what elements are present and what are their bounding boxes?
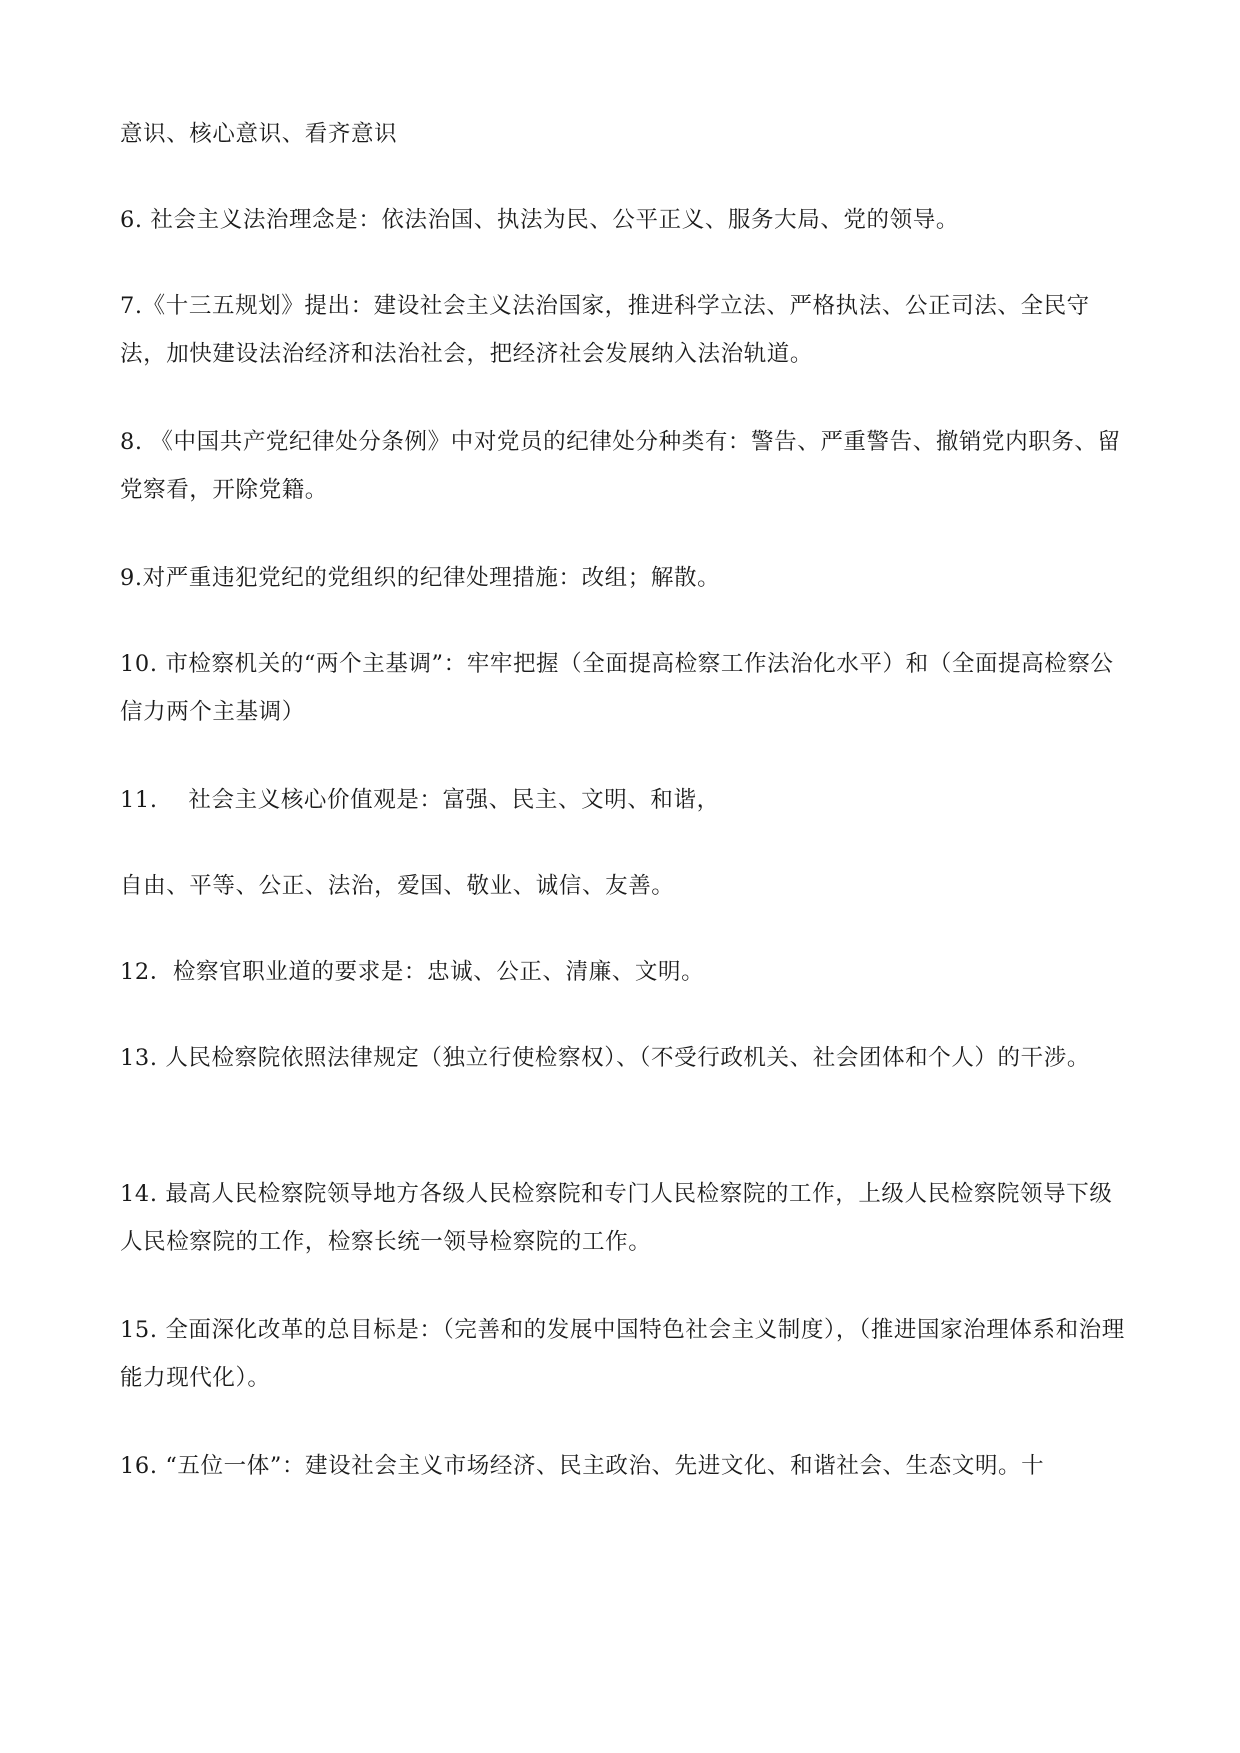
paragraph-item-8: 8. 《中国共产党纪律处分条例》中对党员的纪律处分种类有：警告、严重警告、撤销党内职务、留党察看，开除党籍。 — [120, 429, 1121, 503]
paragraph-item-16: 16. “五位一体”：建设社会主义市场经济、民主政治、先进文化、和谐社会、生态文明。十 — [120, 1453, 1045, 1479]
paragraph-item-11-continued: 自由、平等、公正、法治，爱国、敬业、诚信、友善。 — [120, 873, 675, 899]
paragraph-item-9: 9.对严重违犯党纪的党组织的纪律处理措施：改组；解散。 — [120, 565, 721, 591]
paragraph-item-10: 10. 市检察机关的“两个主基调”：牢牢把握（全面提高检察工作法治化水平）和（全面提高检察公信力两个主基调） — [120, 651, 1114, 725]
paragraph-awareness-continued: 意识、核心意识、看齐意识 — [120, 121, 398, 147]
paragraph-item-11: 11. 社会主义核心价值观是：富强、民主、文明、和谐， — [120, 787, 720, 813]
paragraph-item-7: 7.《十三五规划》提出：建设社会主义法治国家，推进科学立法、严格执法、公正司法、全民守法，加快建设法治经济和法治社会，把经济社会发展纳入法治轨道。 — [120, 293, 1090, 367]
paragraph-item-6: 6. 社会主义法治理念是：依法治国、执法为民、公平正义、服务大局、党的领导。 — [120, 207, 959, 233]
paragraph-item-15: 15. 全面深化改革的总目标是：（完善和的发展中国特色社会主义制度），（推进国家治理体系和治理能力现代化）。 — [120, 1317, 1125, 1391]
paragraph-item-12: 12．检察官职业道的要求是：忠诚、公正、清廉、文明。 — [120, 959, 705, 985]
paragraph-item-14: 14. 最高人民检察院领导地方各级人民检察院和专门人民检察院的工作，上级人民检察院领导下级人民检察院的工作，检察长统一领导检察院的工作。 — [120, 1181, 1113, 1255]
paragraph-item-13: 13. 人民检察院依照法律规定（独立行使检察权）、（不受行政机关、社会团体和个人）的干涉。 — [120, 1045, 1090, 1071]
